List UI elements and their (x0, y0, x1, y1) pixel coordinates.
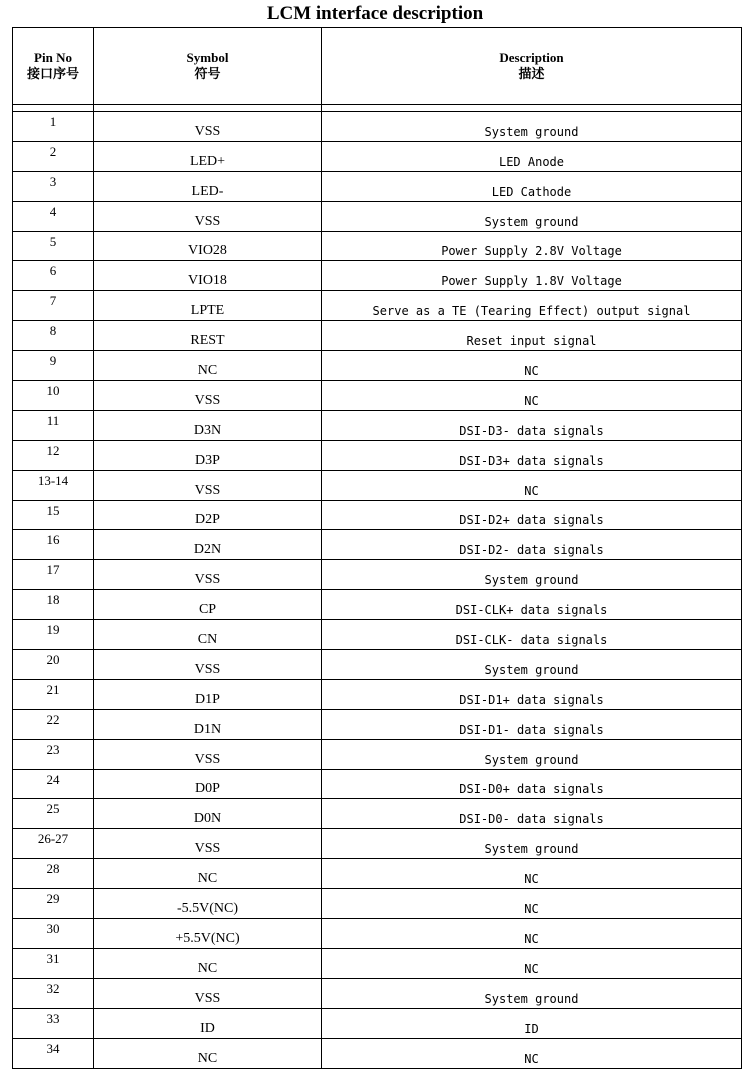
symbol-cell: VSS (94, 470, 322, 500)
table-row (13, 112, 742, 142)
header-description-cn: 描述 (518, 66, 545, 81)
pin-cell: 8 (13, 321, 94, 351)
table-row (13, 440, 742, 470)
symbol-cell: D1N (94, 709, 322, 739)
pin-cell: 6 (13, 261, 94, 291)
symbol-cell: REST (94, 321, 322, 351)
pin-cell: 29 (13, 889, 94, 919)
pin-cell: 34 (13, 1038, 94, 1068)
table-row (13, 709, 742, 739)
symbol-cell: CP (94, 590, 322, 620)
description-cell: System ground (322, 739, 742, 769)
symbol-cell: VSS (94, 381, 322, 411)
description-cell: System ground (322, 829, 742, 859)
table-row (13, 351, 742, 381)
symbol-cell: D1P (94, 679, 322, 709)
table-row (13, 1038, 742, 1068)
header-symbol-cn: 符号 (194, 66, 221, 81)
description-cell: System ground (322, 560, 742, 590)
table-row (13, 590, 742, 620)
table-row (13, 381, 742, 411)
pin-cell: 18 (13, 590, 94, 620)
symbol-cell: D0P (94, 769, 322, 799)
pin-cell: 19 (13, 620, 94, 650)
document-title: LCM interface description (266, 3, 484, 24)
symbol-cell: VSS (94, 650, 322, 680)
pin-cell: 4 (13, 201, 94, 231)
symbol-cell: LED+ (94, 141, 322, 171)
description-cell: DSI-CLK- data signals (322, 620, 742, 650)
table-row (13, 829, 742, 859)
table-row (13, 261, 742, 291)
pin-cell: 26-27 (13, 829, 94, 859)
lcm-pin-table (12, 27, 742, 1069)
table-row (13, 410, 742, 440)
pin-cell: 28 (13, 859, 94, 889)
table-row (13, 560, 742, 590)
pin-cell: 15 (13, 500, 94, 530)
pin-cell: 9 (13, 351, 94, 381)
header-pin-no-cn: 接口序号 (26, 66, 79, 81)
symbol-cell: VSS (94, 829, 322, 859)
pin-cell: 3 (13, 171, 94, 201)
symbol-cell: +5.5V(NC) (94, 919, 322, 949)
description-cell: Reset input signal (322, 321, 742, 351)
header-symbol (94, 28, 322, 105)
description-cell: DSI-D2+ data signals (322, 500, 742, 530)
table-row (13, 530, 742, 560)
pin-cell: 25 (13, 799, 94, 829)
description-cell: DSI-D0+ data signals (322, 769, 742, 799)
pin-cell: 7 (13, 291, 94, 321)
table-row (13, 799, 742, 829)
symbol-cell: VSS (94, 739, 322, 769)
table-row (13, 948, 742, 978)
symbol-cell: VSS (94, 560, 322, 590)
description-cell: DSI-D3- data signals (322, 410, 742, 440)
description-cell: LED Cathode (322, 171, 742, 201)
table-row (13, 291, 742, 321)
symbol-cell: D2P (94, 500, 322, 530)
description-cell: System ground (322, 978, 742, 1008)
pin-cell: 5 (13, 231, 94, 261)
pin-cell: 16 (13, 530, 94, 560)
header-description (322, 28, 742, 105)
pin-cell: 13-14 (13, 470, 94, 500)
table-row (13, 859, 742, 889)
symbol-cell: VSS (94, 978, 322, 1008)
description-cell: Power Supply 2.8V Voltage (322, 231, 742, 261)
symbol-cell: -5.5V(NC) (94, 889, 322, 919)
spacer-row (13, 105, 742, 112)
table-row (13, 500, 742, 530)
pin-cell: 1 (13, 112, 94, 142)
description-cell: NC (322, 351, 742, 381)
symbol-cell: NC (94, 948, 322, 978)
table-row (13, 201, 742, 231)
symbol-cell: NC (94, 1038, 322, 1068)
description-cell: DSI-D2- data signals (322, 530, 742, 560)
pin-cell: 11 (13, 410, 94, 440)
pin-cell: 12 (13, 440, 94, 470)
pin-cell: 21 (13, 679, 94, 709)
description-cell: ID (322, 1008, 742, 1038)
description-cell: NC (322, 1038, 742, 1068)
symbol-cell: LPTE (94, 291, 322, 321)
pin-cell: 32 (13, 978, 94, 1008)
header-symbol-en: Symbol (186, 50, 229, 65)
symbol-cell: ID (94, 1008, 322, 1038)
description-cell: DSI-D3+ data signals (322, 440, 742, 470)
description-cell: NC (322, 470, 742, 500)
table-row (13, 978, 742, 1008)
symbol-cell: D2N (94, 530, 322, 560)
description-cell: DSI-D0- data signals (322, 799, 742, 829)
symbol-cell: VIO18 (94, 261, 322, 291)
header-description-en: Description (499, 50, 564, 65)
description-cell: DSI-D1+ data signals (322, 679, 742, 709)
description-cell: System ground (322, 650, 742, 680)
table-row (13, 650, 742, 680)
header-pin-no-en: Pin No (34, 50, 72, 65)
description-cell: DSI-D1- data signals (322, 709, 742, 739)
symbol-cell: VSS (94, 201, 322, 231)
description-cell: Serve as a TE (Tearing Effect) output signal (322, 291, 742, 321)
table-row (13, 620, 742, 650)
pin-cell: 17 (13, 560, 94, 590)
table-row (13, 171, 742, 201)
description-cell: NC (322, 919, 742, 949)
description-cell: DSI-CLK+ data signals (322, 590, 742, 620)
description-cell: System ground (322, 201, 742, 231)
spacer-cell (94, 105, 322, 112)
pin-cell: 2 (13, 141, 94, 171)
description-cell: NC (322, 948, 742, 978)
spacer-cell (13, 105, 94, 112)
symbol-cell: NC (94, 351, 322, 381)
pin-cell: 33 (13, 1008, 94, 1038)
table-row (13, 231, 742, 261)
description-cell: NC (322, 889, 742, 919)
table-row (13, 321, 742, 351)
symbol-cell: VIO28 (94, 231, 322, 261)
symbol-cell: NC (94, 859, 322, 889)
symbol-cell: D3P (94, 440, 322, 470)
pin-cell: 20 (13, 650, 94, 680)
pin-cell: 10 (13, 381, 94, 411)
pin-cell: 23 (13, 739, 94, 769)
description-cell: NC (322, 859, 742, 889)
table-row (13, 1008, 742, 1038)
pin-cell: 22 (13, 709, 94, 739)
header-pin-no (13, 28, 94, 105)
pin-cell: 24 (13, 769, 94, 799)
table-row (13, 470, 742, 500)
table-row (13, 739, 742, 769)
symbol-cell: CN (94, 620, 322, 650)
table-row (13, 889, 742, 919)
symbol-cell: D0N (94, 799, 322, 829)
table-row (13, 679, 742, 709)
description-cell: NC (322, 381, 742, 411)
description-cell: LED Anode (322, 141, 742, 171)
table-row (13, 919, 742, 949)
spacer-cell (322, 105, 742, 112)
table-row (13, 769, 742, 799)
description-cell: Power Supply 1.8V Voltage (322, 261, 742, 291)
table-body (13, 105, 742, 1069)
header-row (13, 28, 742, 105)
description-cell: System ground (322, 112, 742, 142)
symbol-cell: LED- (94, 171, 322, 201)
symbol-cell: VSS (94, 112, 322, 142)
pin-cell: 30 (13, 919, 94, 949)
symbol-cell: D3N (94, 410, 322, 440)
table-row (13, 141, 742, 171)
pin-cell: 31 (13, 948, 94, 978)
